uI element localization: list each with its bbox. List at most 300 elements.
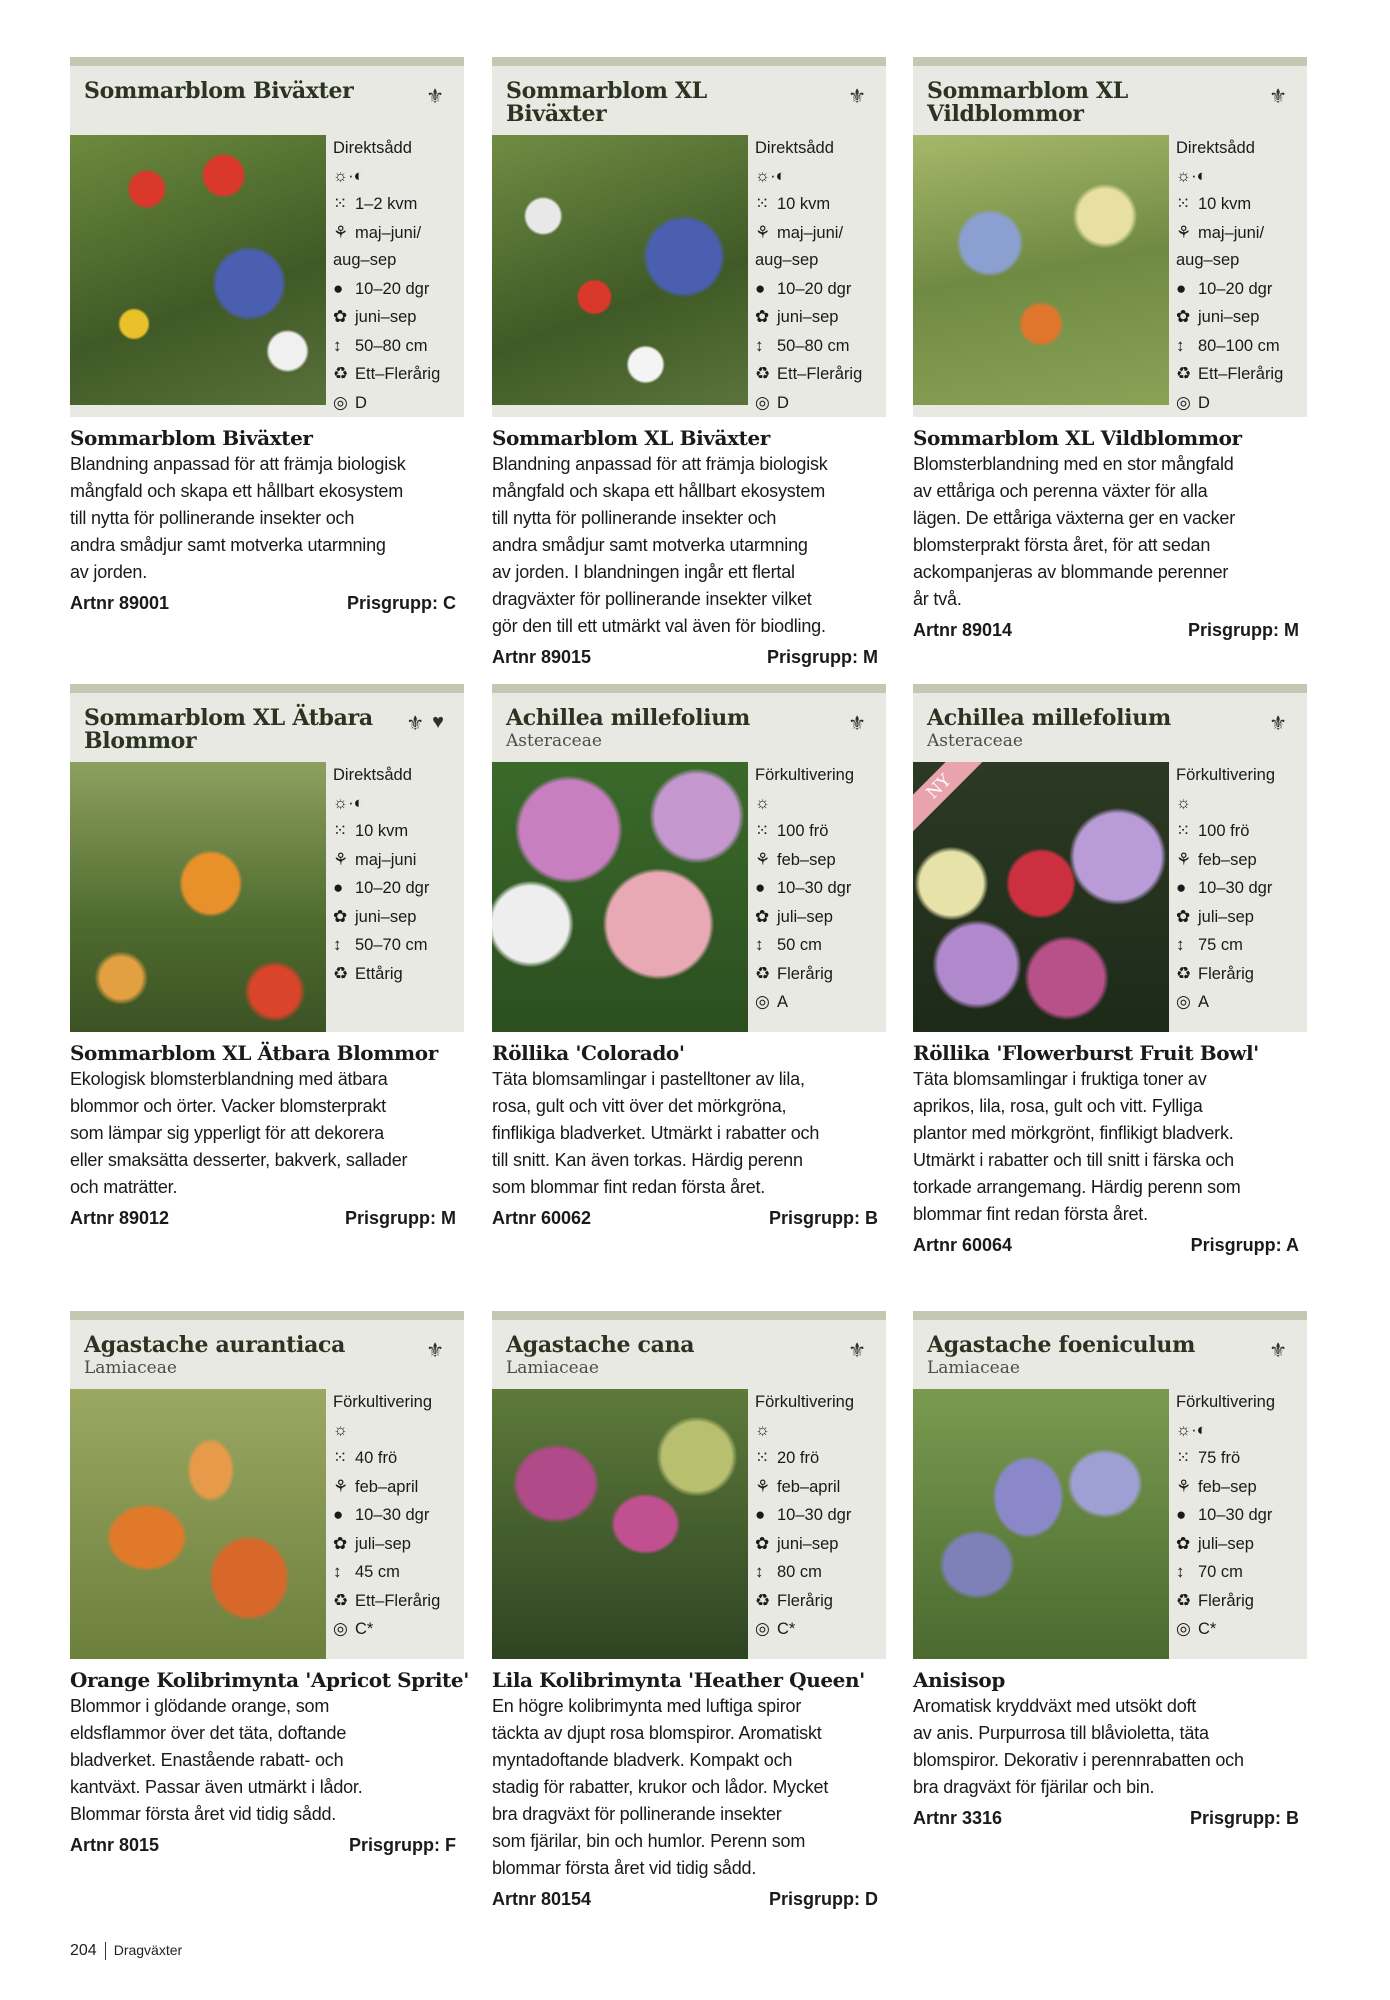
light-requirement [333,790,460,818]
description-line: blommar första året vid tidig sådd. [492,1858,757,1878]
price-group: Prisgrupp: M [767,647,878,667]
spec-height [755,931,882,960]
description-line: Blommor i glödande orange, som [70,1696,330,1716]
spec-value: C* [1198,1620,1217,1638]
life-icon: ♻ [1176,963,1192,983]
header-stripe [492,57,886,66]
height-icon: ↕ [333,335,342,355]
area-icon: ⁙ [333,1448,348,1467]
spec-germ [1176,1501,1303,1530]
spec-value: C* [777,1620,796,1638]
product-photo [492,1389,748,1659]
card-header-panel [913,693,1307,1032]
header-icons [848,84,866,109]
page-footer [70,1942,182,1960]
description-line: lägen. De ettåriga växterna ger en vacker [913,508,1235,528]
spec-area [755,1444,882,1473]
product-card [70,57,464,614]
height-icon: ↕ [333,935,342,954]
sun-icon: ☼ [1176,793,1192,812]
article-number: Artnr 8015 [70,1835,160,1855]
sow-icon: ⚘ [755,222,771,242]
header-stripe [913,684,1307,693]
germ-icon: ● [333,1505,344,1524]
spec-bloom [333,303,460,332]
life-icon: ♻ [1176,1590,1192,1610]
header-stripe [492,1311,886,1320]
price-group: Prisgrupp: B [1189,1808,1299,1828]
description-line: till nytta för pollinerande insekter och [70,508,355,528]
spec-sow [333,846,460,875]
light-requirement [755,1417,882,1445]
description-line: till nytta för pollinerande insekter och [492,508,777,528]
spec-bloom [1176,903,1303,932]
description-line: Blomsterblandning med en stor mångfald [913,454,1234,474]
family-name: Asteraceae [927,731,1023,751]
product-card [70,1311,469,1856]
sow-icon: ⚘ [333,1476,349,1496]
spec-value: juni–sep [777,308,839,326]
height-icon: ↕ [1176,935,1185,954]
spec-value: D [777,393,789,412]
area-icon: ⁙ [1176,1448,1191,1467]
spec-list [1169,762,1307,1032]
sun-halfshade-icon: ☼·◐ [1176,166,1207,185]
spec-germ [755,874,882,903]
spec-value: 50 cm [777,936,822,954]
spec-value: 40 frö [355,1449,398,1467]
latin-title: Agastache foeniculum [927,1332,1196,1358]
spec-height [755,1558,882,1587]
card-body [913,135,1307,417]
light-requirement [333,163,460,191]
product-description [913,1066,1307,1228]
description-line: Utmärkt i rabatter och till snitt i färska och [913,1150,1234,1170]
life-icon: ♻ [333,364,349,383]
card-body [913,1389,1307,1659]
germ-icon: ● [1176,878,1187,897]
latin-title: Sommarblom XL Ätbara Blommor [84,705,373,754]
spec-list [748,1389,886,1659]
grade-icon: ◎ [755,1619,770,1638]
header-stripe [70,684,464,693]
card-header [492,693,886,762]
product-card [913,684,1307,1256]
sowing-method: Förkultivering [755,766,855,784]
product-name: Lila Kolibrimynta 'Heather Queen' [492,1668,865,1692]
product-photo [70,135,326,405]
description-line: av anis. Purpurrosa till blåvioletta, täta [913,1723,1209,1743]
latin-title: Achillea millefolium [927,705,1171,731]
life-icon: ♻ [755,364,771,383]
product-description [492,1066,886,1201]
area-icon: ⁙ [1176,194,1191,213]
spec-value: 100 frö [777,822,829,840]
spec-sow [1176,1473,1303,1502]
sowing-method: Förkultivering [333,1393,433,1411]
spec-area [755,817,882,846]
product-card [492,684,886,1229]
grade-icon: ◎ [333,1619,348,1638]
header-stripe [492,684,886,693]
header-stripe [913,1311,1307,1320]
spec-sow [755,846,882,875]
bloom-icon: ✿ [1176,1533,1191,1553]
card-header-panel [492,66,886,417]
price-group: Prisgrupp: D [768,1889,878,1909]
price-group: Prisgrupp: M [345,1208,456,1228]
product-meta [913,620,1307,641]
spec-life [755,960,882,989]
family-name: Lamiaceae [84,1358,177,1378]
life-icon: ♻ [755,1590,771,1610]
spec-grade [755,1615,882,1644]
spec-area [755,190,882,219]
description-line: Ekologisk blomsterblandning med ätbara [70,1069,388,1089]
article-number: Artnr 89012 [70,1208,170,1228]
height-icon: ↕ [755,335,764,355]
grade-icon: ◎ [755,392,770,412]
divider [105,1942,106,1960]
spec-life [1176,960,1303,989]
description-line: gör den till ett utmärkt val även för biodling. [492,616,826,636]
sow-icon: ⚘ [333,849,349,869]
sun-icon: ☼ [755,1420,771,1439]
spec-sow [1176,846,1303,875]
sow-icon: ⚘ [1176,222,1192,242]
product-meta [913,1235,1307,1256]
area-icon: ⁙ [755,194,770,213]
price-group: Prisgrupp: C [346,593,456,613]
sun-icon: ☼ [333,1420,349,1439]
grade-icon: ◎ [755,992,770,1011]
spec-value: 10–30 dgr [1198,1506,1273,1524]
product-photo [492,135,748,405]
description-line: torkade arrangemang. Härdig perenn som [913,1177,1241,1197]
section-name: Dragväxter [113,1942,183,1959]
description-line: bladverket. Enastående rabatt- och [70,1750,344,1770]
card-body [492,762,886,1032]
germ-icon: ● [1176,1505,1187,1524]
spec-value: 10 kvm [777,195,831,213]
card-body [492,1389,886,1659]
description-line: Blandning anpassad för att främja biologisk [492,454,828,474]
product-card [492,1311,886,1910]
spec-value: Ett–Flerårig [355,365,441,383]
spec-grade [1176,389,1303,418]
product-photo [492,762,748,1032]
description-line: blomspiror. Dekorativ i perennrabatten och [913,1750,1244,1770]
description-line: blommor och örter. Vacker blomsterprakt [70,1096,386,1116]
spec-bloom [755,903,882,932]
product-name: Anisisop [913,1668,1005,1692]
product-meta [70,593,464,614]
product-photo [70,1389,326,1659]
description-line: andra smådjur samt motverka utarmning [70,535,386,555]
description-line: som blommar fint redan första året. [492,1177,766,1197]
spec-value: 10–30 dgr [777,1506,852,1524]
sowing-method: Direktsådd [333,766,412,784]
spec-germ [755,275,882,304]
card-header-panel [913,66,1307,417]
bloom-icon: ✿ [755,1533,770,1553]
latin-title: Sommarblom XL Biväxter [506,78,707,127]
grade-icon: ◎ [1176,1619,1191,1638]
sow-icon: ⚘ [755,849,771,869]
product-description [913,1693,1307,1801]
spec-value: Ett–Flerårig [777,365,863,383]
spec-value: 10–30 dgr [355,1506,430,1524]
spec-value: juni–sep [1198,308,1260,326]
life-icon: ♻ [1176,364,1192,383]
light-requirement [755,790,882,818]
spec-list [1169,135,1307,417]
spec-value: maj–juni/ aug–sep [1176,223,1265,269]
spec-value: 80–100 cm [1198,336,1280,355]
bee-icon: ⚜ [848,86,866,108]
spec-sow [755,1473,882,1502]
header-icons [1269,84,1287,109]
spec-area [1176,1444,1303,1473]
spec-area [333,817,460,846]
latin-title: Sommarblom Biväxter [84,78,354,104]
product-description [492,1693,886,1882]
product-card [70,684,464,1229]
spec-value: juli–sep [355,1534,411,1553]
latin-title: Agastache aurantiaca [84,1332,346,1358]
product-name: Röllika 'Colorado' [492,1041,685,1065]
sowing-method: Direktsådd [755,139,834,157]
spec-life [333,1587,460,1616]
spec-germ [333,1501,460,1530]
product-name: Sommarblom XL Biväxter [492,426,770,450]
latin-title: Agastache cana [506,1332,695,1358]
spec-value: juli–sep [777,907,833,926]
card-header-panel [70,1320,464,1659]
article-number: Artnr 60062 [492,1208,592,1228]
product-card [913,1311,1307,1829]
product-name: Sommarblom XL Ätbara Blommor [70,1041,438,1065]
spec-value: feb–sep [777,850,836,869]
spec-value: juni–sep [777,1534,839,1553]
spec-life [755,360,882,389]
header-icons [426,1338,444,1363]
product-meta [70,1835,464,1856]
description-line: Aromatisk kryddväxt med utsökt doft [913,1696,1197,1716]
spec-list [326,135,464,417]
description-line: av jorden. [70,562,148,582]
description-line: Täta blomsamlingar i fruktiga toner av [913,1069,1207,1089]
spec-value: 10–30 dgr [1198,879,1273,897]
article-number: Artnr 3316 [913,1808,1003,1828]
product-name: Orange Kolibrimynta 'Apricot Sprite' [70,1668,469,1692]
germ-icon: ● [755,1505,766,1524]
latin-title: Achillea millefolium [506,705,750,731]
spec-value: 100 frö [1198,822,1250,840]
description-line: Blommar första året vid tidig sådd. [70,1804,337,1824]
height-icon: ↕ [1176,1562,1185,1581]
spec-value: Flerårig [1198,1591,1254,1610]
spec-value: 70 cm [1198,1563,1243,1581]
bloom-icon: ✿ [755,906,770,926]
description-line: stadig för rabatter, krukor och lådor. Mycket [492,1777,829,1797]
bee-icon: ⚜ [1269,86,1287,108]
bee-icon: ⚜ [426,1340,444,1362]
spec-value: 1–2 kvm [355,195,418,213]
sowing-method: Förkultivering [1176,1393,1276,1411]
product-photo [70,762,326,1032]
germ-icon: ● [333,278,344,298]
description-line: bra dragväxt för pollinerande insekter [492,1804,782,1824]
product-name: Sommarblom XL Vildblommor [913,426,1242,450]
new-badge: NY [913,762,991,839]
bee-icon: ⚜ [406,713,425,735]
description-line: mångfald och skapa ett hållbart ekosystem [492,481,825,501]
spec-value: juni–sep [355,907,417,926]
header-stripe [913,57,1307,66]
bee-icon: ⚜ [426,86,444,108]
spec-height [333,332,460,361]
product-photo [913,1389,1169,1659]
card-header [913,693,1307,762]
spec-grade [1176,988,1303,1017]
spec-grade [333,389,460,418]
card-header [70,66,464,135]
light-requirement [333,1417,460,1445]
spec-bloom [333,903,460,932]
spec-value: 10–20 dgr [355,279,430,298]
spec-germ [333,874,460,903]
spec-value: 50–80 cm [355,336,428,355]
article-number: Artnr 60064 [913,1235,1013,1255]
spec-value: 10 kvm [1198,195,1252,213]
spec-height [1176,1558,1303,1587]
description-line: finflikiga bladverket. Utmärkt i rabatter och [492,1123,820,1143]
spec-value: 75 frö [1198,1449,1241,1467]
bloom-icon: ✿ [1176,307,1191,326]
spec-grade [755,389,882,418]
description-line: rosa, gult och vitt över det mörkgröna, [492,1096,787,1116]
spec-value: Ett–Flerårig [1198,365,1284,383]
product-description [913,451,1307,613]
spec-value: D [355,393,367,412]
spec-value: 20 frö [777,1449,820,1467]
article-number: Artnr 80154 [492,1889,592,1909]
spec-value: feb–sep [1198,850,1257,869]
article-number: Artnr 89001 [70,593,170,613]
spec-value: D [1198,393,1210,412]
card-body [913,762,1307,1032]
product-card [913,57,1307,641]
spec-germ [1176,275,1303,304]
height-icon: ↕ [755,1562,764,1581]
card-header-panel [70,693,464,1032]
life-icon: ♻ [333,963,349,983]
spec-value: feb–april [777,1477,841,1496]
header-icons [848,1338,866,1363]
spec-germ [755,1501,882,1530]
price-group: Prisgrupp: F [349,1835,456,1855]
card-header [492,66,886,135]
product-description [70,1693,464,1828]
spec-grade [1176,1615,1303,1644]
spec-value: 80 cm [777,1563,822,1581]
description-line: och maträtter. [70,1177,178,1197]
spec-value: juli–sep [1198,1534,1254,1553]
area-icon: ⁙ [333,194,348,213]
spec-list [326,762,464,1032]
product-meta [492,647,886,668]
spec-value: juli–sep [1198,907,1254,926]
spec-germ [333,275,460,304]
latin-title: Sommarblom XL Vildblommor [927,78,1128,127]
description-line: som lämpar sig ypperligt för att dekorera [70,1123,384,1143]
light-requirement [755,163,882,191]
header-icons [426,84,444,109]
bee-icon: ⚜ [848,713,866,735]
spec-sow [1176,219,1303,275]
sow-icon: ⚘ [333,222,349,242]
spec-germ [1176,874,1303,903]
sowing-method: Direktsådd [333,139,412,157]
spec-value: Flerårig [777,1591,833,1610]
card-header [492,1320,886,1389]
description-line: eldsflammor över det täta, doftande [70,1723,347,1743]
card-header-panel [492,1320,886,1659]
spec-value: Flerårig [1198,964,1254,983]
germ-icon: ● [755,278,766,298]
spec-value: A [777,993,789,1011]
bee-icon: ⚜ [1269,1340,1287,1362]
sow-icon: ⚘ [1176,849,1192,869]
spec-sow [755,219,882,275]
spec-value: juni–sep [355,308,417,326]
spec-value: 10–30 dgr [777,879,852,897]
sowing-method: Förkultivering [755,1393,855,1411]
product-meta [492,1889,886,1910]
spec-height [1176,931,1303,960]
height-icon: ↕ [1176,335,1185,355]
description-line: myntadoftande bladverk. Kompakt och [492,1750,793,1770]
product-photo [913,762,1169,1032]
description-line: plantor med mörkgrönt, finflikigt bladverk. [913,1123,1234,1143]
description-line: aprikos, lila, rosa, gult och vitt. Fylliga [913,1096,1203,1116]
spec-bloom [755,1530,882,1559]
spec-value: feb–sep [1198,1477,1257,1496]
spec-list [1169,1389,1307,1659]
page-number: 204 [70,1942,97,1960]
sowing-method: Förkultivering [1176,766,1276,784]
spec-value: A [1198,993,1210,1011]
spec-bloom [755,303,882,332]
spec-list [748,135,886,417]
grade-icon: ◎ [1176,992,1191,1011]
spec-life [333,360,460,389]
description-line: mångfald och skapa ett hållbart ekosystem [70,481,403,501]
article-number: Artnr 89014 [913,620,1013,640]
spec-bloom [1176,303,1303,332]
sun-halfshade-icon: ☼·◐ [333,793,364,812]
sun-halfshade-icon: ☼·◐ [755,166,786,185]
family-name: Asteraceae [506,731,602,751]
germ-icon: ● [333,878,344,897]
spec-value: Ett–Flerårig [355,1591,441,1610]
description-line: täckta av djupt rosa blomspiror. Aromatiskt [492,1723,822,1743]
germ-icon: ● [1176,278,1187,298]
description-line: ackompanjeras av blommande perenner [913,562,1229,582]
card-header [70,693,464,762]
description-line: andra smådjur samt motverka utarmning [492,535,808,555]
